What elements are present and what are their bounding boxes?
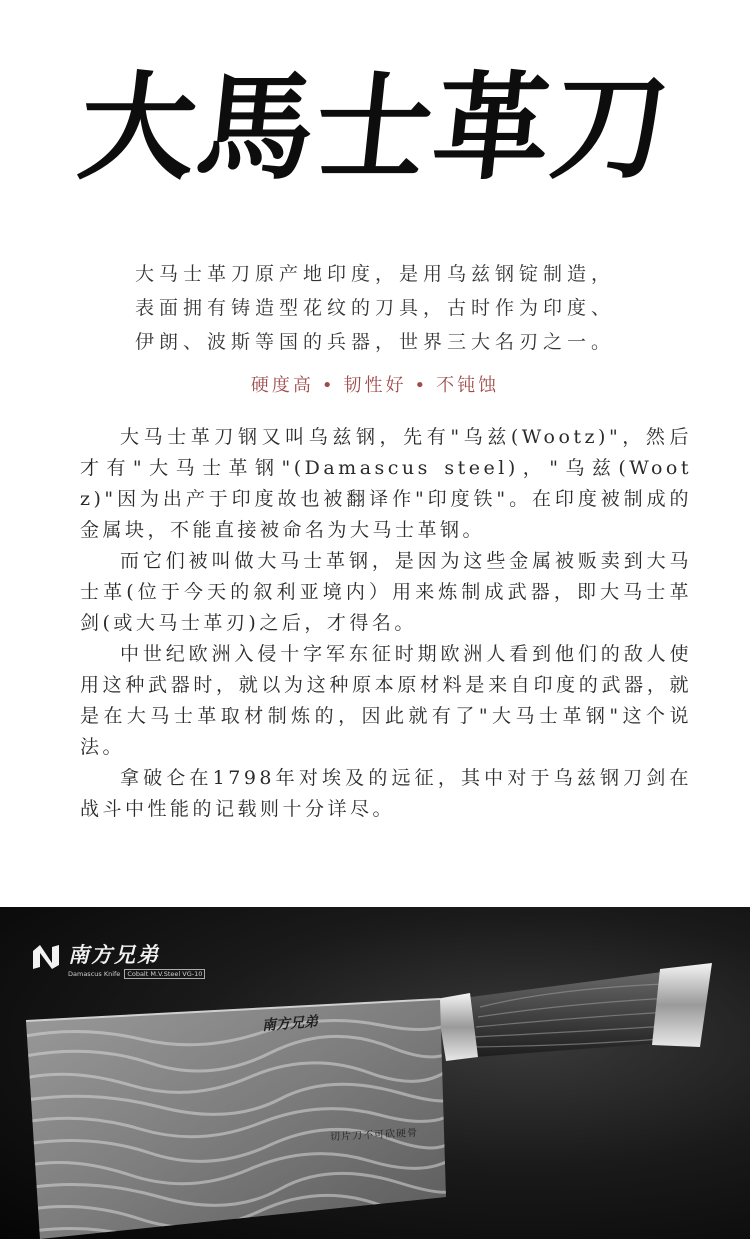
- brand-n-logo-icon: [30, 941, 62, 973]
- brand-name: 南方兄弟: [68, 943, 160, 967]
- feature-toughness: 韧性好: [343, 375, 407, 396]
- intro-line: 伊朗、波斯等国的兵器，世界三大名刃之一。: [134, 331, 615, 353]
- product-photo: [0, 907, 750, 1239]
- blade-engraved-brand: [261, 1011, 318, 1035]
- separator-dot: •: [321, 375, 336, 396]
- feature-rust-resistant: 不钝蚀: [436, 375, 500, 396]
- intro-text: [0, 257, 750, 359]
- article-paragraph: 大马士革刀钢又叫乌兹钢，先有"乌兹(Wootz)"，然后才有"大马士革钢"(Damascus steel)，"乌兹(Wootz)"因为出产于印度故也被翻译作"印度铁"。在印度被制成的金属块，不能直接被命名为大马士革钢。: [80, 426, 692, 541]
- article-paragraph: 拿破仑在1798年对埃及的远征，其中对于乌兹钢刀剑在战斗中性能的记载则十分详尽。: [80, 767, 692, 820]
- end-cap: [652, 963, 712, 1047]
- article-paragraph: 而它们被叫做大马士革钢，是因为这些金属被贩卖到大马士革(位于今天的叙利亚境内）用来炼制成武器，即大马士革剑(或大马士革刃)之后，才得名。: [80, 550, 692, 634]
- brand-logo-block: [30, 937, 203, 987]
- feature-tagline: [0, 372, 750, 400]
- page-title: 大馬士革刀: [72, 60, 678, 196]
- feature-hardness: 硬度高: [250, 375, 314, 396]
- history-article: [80, 422, 692, 825]
- article-paragraph: 中世纪欧洲入侵十字军东征时期欧洲人看到他们的敌人使用这种武器时，就以为这种原本原材料是来自印度的武器，就是在大马士革取材制炼的，因此就有了"大马士革钢"这个说法。: [80, 643, 692, 758]
- blade-brand-text: 南方兄弟: [261, 1014, 319, 1034]
- separator-dot: •: [414, 375, 429, 396]
- brand-subtitle: [68, 970, 205, 978]
- brand-sub-right: Cobalt M.V.Steel VG-10: [124, 969, 205, 979]
- blade-caption: 切片刀不可砍硬骨: [329, 1127, 419, 1144]
- intro-line: 表面拥有铸造型花纹的刀具，古时作为印度、: [134, 297, 615, 319]
- brand-sub-left: Damascus Knife: [68, 970, 121, 978]
- intro-line: 大马士革刀原产地印度，是用乌兹钢锭制造，: [134, 263, 615, 285]
